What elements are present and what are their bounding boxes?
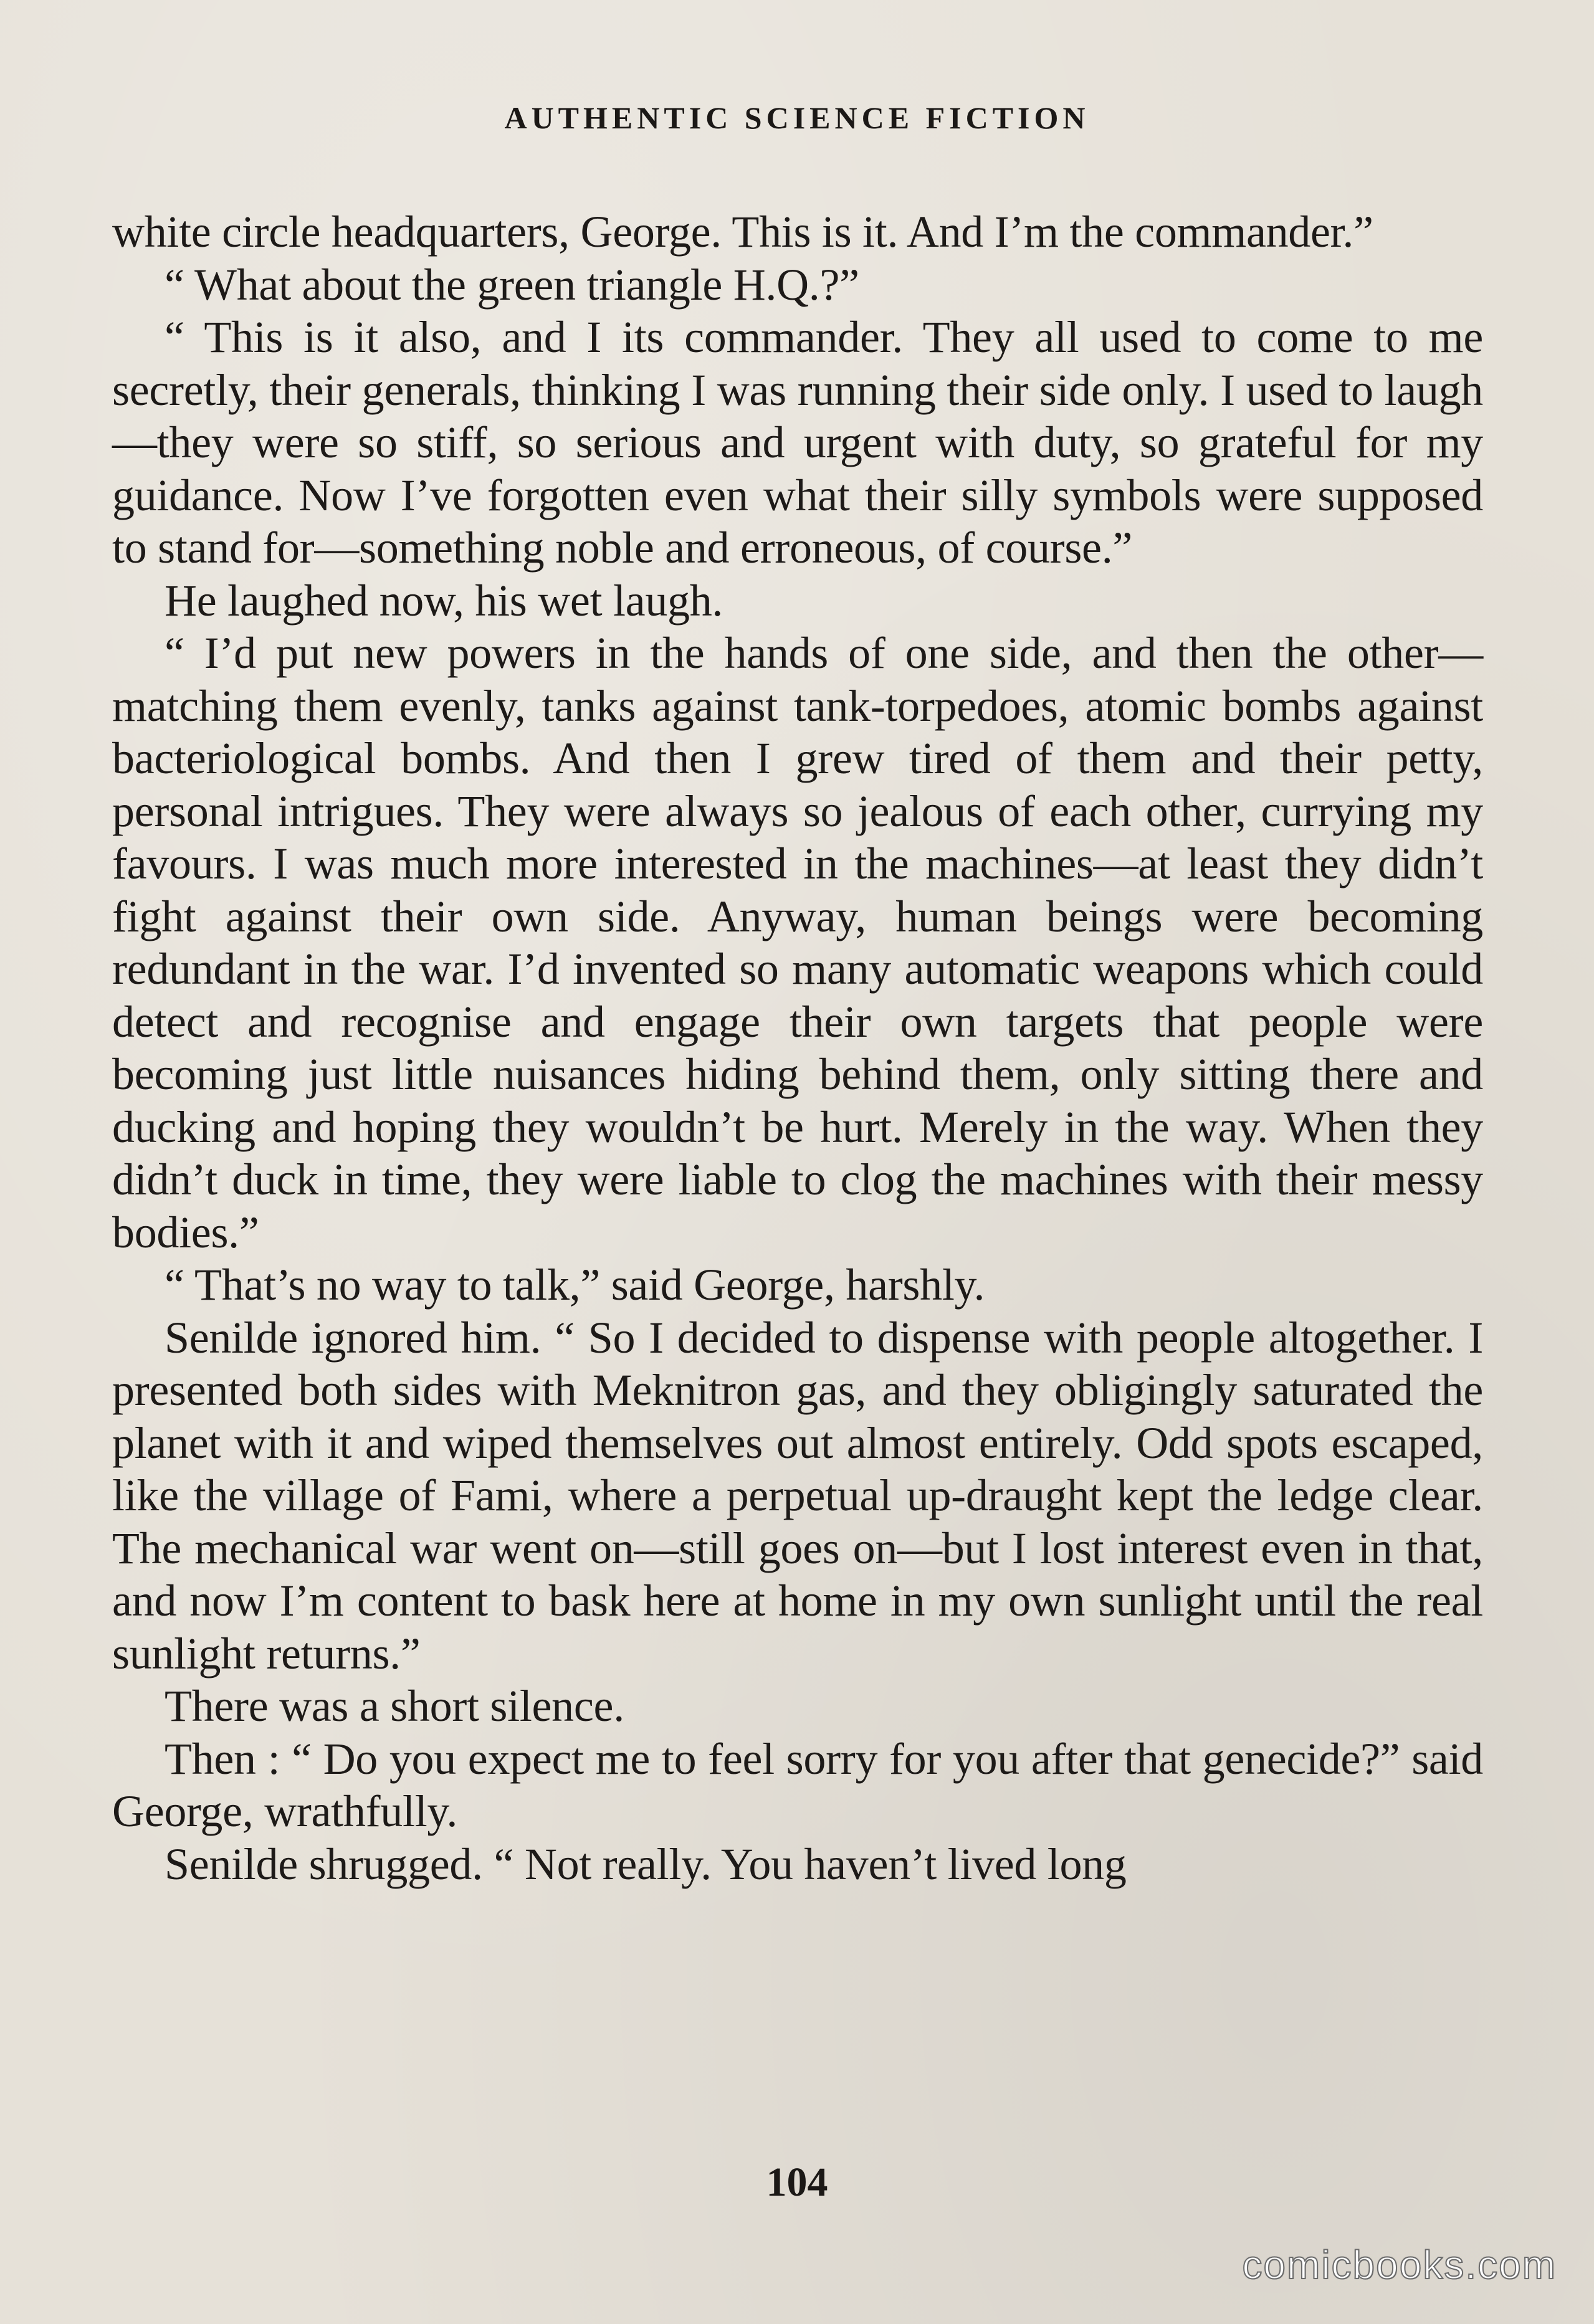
paragraph-7: Senilde ignored him. “ So I decided to dispense with people altogether. I presented both sides with Meknitron gas, and they obligingly saturated the planet with it and wiped themselves out almost entirely. Odd spots escaped, like the village of Fami, where a perpetual up-draught kept the ledge clear. The mechanical war went on—still goes on—but I lost interest even in that, and now I’m content to bask here at home in my own sunlight until the real sunlight returns.” xyxy=(112,1312,1483,1679)
watermark: comicbooks.com xyxy=(1242,2242,1557,2287)
page-number: 104 xyxy=(766,2160,828,2205)
paragraph-6: “ That’s no way to talk,” said George, harshly. xyxy=(165,1260,985,1310)
paragraph-8: There was a short silence. xyxy=(165,1681,624,1731)
paragraph-5: “ I’d put new powers in the hands of one side, and then the other—matching them evenly, tanks against tank-torpedoes, atomic bombs against bacteriological bombs. And then I grew tired of them and their petty, personal intrigues. They were always so jealous of each other, currying my favours. I was much more interested in the machines—at least they didn’t fight against their own side. Anyway, human beings were becoming redundant in the war. I’d invented so many automatic weapons which could detect and recognise and engage their own targets that people were becoming just little nuisances hiding behind them, only sitting there and ducking and hoping they wouldn’t be hurt. Merely in the way. When they didn’t duck in time, they were liable to clog the machines with their messy bodies.” xyxy=(112,628,1483,1257)
body-text xyxy=(112,206,1483,1890)
paragraph-9: Then : “ Do you expect me to feel sorry for you after that genecide?” said George, wrathfully. xyxy=(112,1733,1483,1836)
paragraph-1: white circle headquarters, George. This is it. And I’m the commander.” xyxy=(112,207,1373,257)
paragraph-2: “ What about the green triangle H.Q.?” xyxy=(165,259,859,310)
running-head: AUTHENTIC SCIENCE FICTION xyxy=(504,100,1090,135)
paragraph-4: He laughed now, his wet laugh. xyxy=(165,575,723,626)
paragraph-10: Senilde shrugged. “ Not really. You haven’t lived long xyxy=(165,1839,1127,1889)
paragraph-3: “ This is it also, and I its commander. They all used to come to me secretly, their generals, thinking I was running their side only. I used to laugh—they were so stiff, so serious and urgent with duty, so grateful for my guidance. Now I’ve forgotten even what their silly symbols were supposed to stand for—something noble and erroneous, of course.” xyxy=(112,312,1483,573)
